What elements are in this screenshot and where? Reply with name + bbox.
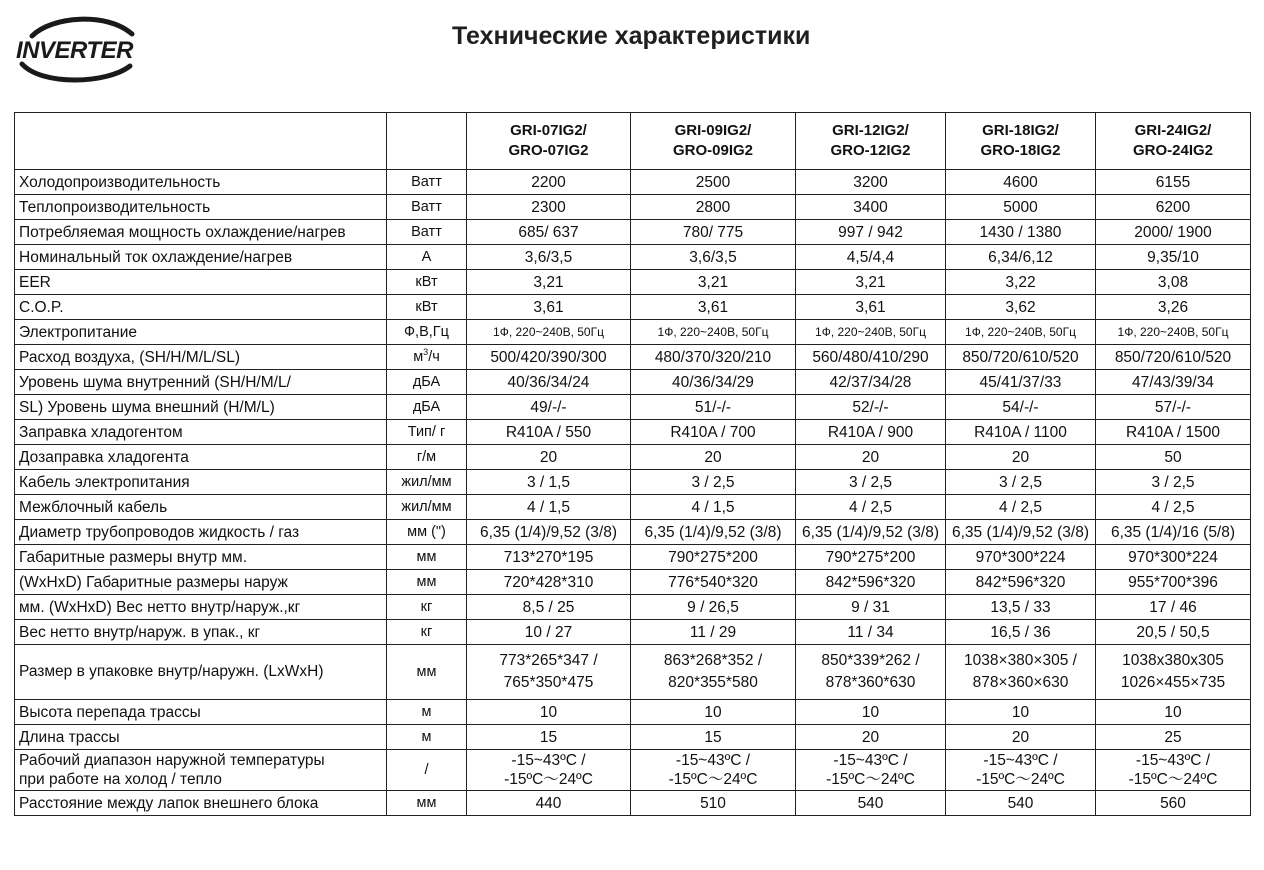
param-name-cell: (WxHxD) Габаритные размеры наруж xyxy=(15,570,387,595)
value-cell: 6,35 (1/4)/9,52 (3/8) xyxy=(946,520,1096,545)
table-row xyxy=(15,791,1251,816)
unit-cell: мм xyxy=(387,791,467,816)
value-cell: 16,5 / 36 xyxy=(946,620,1096,645)
value-cell: 3,61 xyxy=(796,295,946,320)
unit-cell: мм xyxy=(387,645,467,700)
param-name-cell: SL) Уровень шума внешний (H/M/L) xyxy=(15,395,387,420)
table-row xyxy=(15,595,1251,620)
param-name-cell: мм. (WxHxD) Вес нетто внутр/наруж.,кг xyxy=(15,595,387,620)
logo-text: INVERTER xyxy=(16,37,133,64)
value-cell: 510 xyxy=(631,791,796,816)
value-cell: -15~43ºC / -15ºC～24ºC xyxy=(631,750,796,791)
value-cell: 3,61 xyxy=(631,295,796,320)
unit-cell: кВт xyxy=(387,295,467,320)
unit-cell: Ватт xyxy=(387,195,467,220)
value-cell: 863*268*352 / 820*355*580 xyxy=(631,645,796,700)
param-name-cell: Межблочный кабель xyxy=(15,495,387,520)
value-cell: -15~43ºC / -15ºC～24ºC xyxy=(1096,750,1251,791)
unit-cell: дБА xyxy=(387,395,467,420)
value-cell: 15 xyxy=(467,725,631,750)
value-cell: 25 xyxy=(1096,725,1251,750)
param-name-cell: Теплопроизводительность xyxy=(15,195,387,220)
value-cell: 9 / 31 xyxy=(796,595,946,620)
value-cell: 20 xyxy=(946,445,1096,470)
value-cell: 6,34/6,12 xyxy=(946,245,1096,270)
value-cell: 3,08 xyxy=(1096,270,1251,295)
model-header-cell: GRI-24IG2/ GRO-24IG2 xyxy=(1096,113,1251,170)
value-cell: 4 / 2,5 xyxy=(1096,495,1251,520)
param-name-cell: EER xyxy=(15,270,387,295)
value-cell: 3 / 2,5 xyxy=(946,470,1096,495)
header-param-cell xyxy=(15,113,387,170)
table-row xyxy=(15,220,1251,245)
param-name-cell: Диаметр трубопроводов жидкость / газ xyxy=(15,520,387,545)
table-row xyxy=(15,445,1251,470)
value-cell: 1Ф, 220~240В, 50Гц xyxy=(467,320,631,345)
value-cell: 3,26 xyxy=(1096,295,1251,320)
spec-table xyxy=(14,112,1251,816)
value-cell: 20 xyxy=(796,445,946,470)
table-row xyxy=(15,645,1251,700)
value-cell: 20 xyxy=(796,725,946,750)
value-cell: -15~43ºC / -15ºC～24ºC xyxy=(946,750,1096,791)
value-cell: 997 / 942 xyxy=(796,220,946,245)
value-cell: 4600 xyxy=(946,170,1096,195)
value-cell: 713*270*195 xyxy=(467,545,631,570)
table-row xyxy=(15,320,1251,345)
value-cell: 9 / 26,5 xyxy=(631,595,796,620)
page-title: Технические характеристики xyxy=(452,22,811,50)
value-cell: 20 xyxy=(631,445,796,470)
value-cell: 4 / 2,5 xyxy=(946,495,1096,520)
value-cell: 3 / 2,5 xyxy=(796,470,946,495)
unit-cell: дБА xyxy=(387,370,467,395)
value-cell: 685/ 637 xyxy=(467,220,631,245)
value-cell: 440 xyxy=(467,791,631,816)
value-cell: 970*300*224 xyxy=(946,545,1096,570)
value-cell: 49/-/- xyxy=(467,395,631,420)
value-cell: 20 xyxy=(467,445,631,470)
value-cell: 13,5 / 33 xyxy=(946,595,1096,620)
value-cell: 842*596*320 xyxy=(796,570,946,595)
value-cell: 480/370/320/210 xyxy=(631,345,796,370)
model-header-cell: GRI-07IG2/ GRO-07IG2 xyxy=(467,113,631,170)
table-row xyxy=(15,395,1251,420)
value-cell: 3,22 xyxy=(946,270,1096,295)
value-cell: 3 / 2,5 xyxy=(1096,470,1251,495)
table-header-row xyxy=(15,113,1251,170)
value-cell: 3 / 2,5 xyxy=(631,470,796,495)
table-row xyxy=(15,195,1251,220)
model-header-cell: GRI-12IG2/ GRO-12IG2 xyxy=(796,113,946,170)
value-cell: 1Ф, 220~240В, 50Гц xyxy=(1096,320,1251,345)
param-name-cell: Заправка хладогентом xyxy=(15,420,387,445)
table-row xyxy=(15,270,1251,295)
unit-cell: Ф,В,Гц xyxy=(387,320,467,345)
value-cell: 3,61 xyxy=(467,295,631,320)
param-name-cell: Рабочий диапазон наружной температуры при работе на холод / тепло xyxy=(15,750,387,791)
value-cell: 1Ф, 220~240В, 50Гц xyxy=(796,320,946,345)
value-cell: 40/36/34/29 xyxy=(631,370,796,395)
value-cell: 6200 xyxy=(1096,195,1251,220)
value-cell: 47/43/39/34 xyxy=(1096,370,1251,395)
table-row xyxy=(15,725,1251,750)
value-cell: 2300 xyxy=(467,195,631,220)
table-row xyxy=(15,620,1251,645)
value-cell: 3,21 xyxy=(631,270,796,295)
param-name-cell: Кабель электропитания xyxy=(15,470,387,495)
value-cell: 6,35 (1/4)/9,52 (3/8) xyxy=(796,520,946,545)
param-name-cell: Электропитание xyxy=(15,320,387,345)
value-cell: 9,35/10 xyxy=(1096,245,1251,270)
value-cell: 970*300*224 xyxy=(1096,545,1251,570)
value-cell: 10 xyxy=(467,700,631,725)
value-cell: 560 xyxy=(1096,791,1251,816)
param-name-cell: Вес нетто внутр/наруж. в упак., кг xyxy=(15,620,387,645)
value-cell: 955*700*396 xyxy=(1096,570,1251,595)
value-cell: 45/41/37/33 xyxy=(946,370,1096,395)
value-cell: R410A / 900 xyxy=(796,420,946,445)
unit-cell: мм xyxy=(387,570,467,595)
value-cell: 3200 xyxy=(796,170,946,195)
value-cell: 842*596*320 xyxy=(946,570,1096,595)
value-cell: 6155 xyxy=(1096,170,1251,195)
value-cell: 2500 xyxy=(631,170,796,195)
value-cell: 51/-/- xyxy=(631,395,796,420)
unit-cell: м xyxy=(387,725,467,750)
table-row xyxy=(15,170,1251,195)
value-cell: 780/ 775 xyxy=(631,220,796,245)
value-cell: 2000/ 1900 xyxy=(1096,220,1251,245)
table-row xyxy=(15,345,1251,370)
value-cell: 850/720/610/520 xyxy=(1096,345,1251,370)
value-cell: 4,5/4,4 xyxy=(796,245,946,270)
value-cell: 42/37/34/28 xyxy=(796,370,946,395)
param-name-cell: Потребляемая мощность охлаждение/нагрев xyxy=(15,220,387,245)
value-cell: 50 xyxy=(1096,445,1251,470)
unit-cell: кг xyxy=(387,620,467,645)
param-name-cell: Уровень шума внутренний (SH/H/M/L/ xyxy=(15,370,387,395)
value-cell: 3,6/3,5 xyxy=(631,245,796,270)
value-cell: 1038x380x305 1026×455×735 xyxy=(1096,645,1251,700)
value-cell: 3,6/3,5 xyxy=(467,245,631,270)
value-cell: 8,5 / 25 xyxy=(467,595,631,620)
value-cell: 57/-/- xyxy=(1096,395,1251,420)
unit-cell: Тип/ г xyxy=(387,420,467,445)
param-name-cell: Дозаправка хладогента xyxy=(15,445,387,470)
value-cell: 3 / 1,5 xyxy=(467,470,631,495)
table-row xyxy=(15,495,1251,520)
table-row xyxy=(15,370,1251,395)
value-cell: 10 xyxy=(631,700,796,725)
param-name-cell: Габаритные размеры внутр мм. xyxy=(15,545,387,570)
unit-cell: Ватт xyxy=(387,170,467,195)
param-name-cell: Расстояние между лапок внешнего блока xyxy=(15,791,387,816)
value-cell: 10 xyxy=(796,700,946,725)
value-cell: 4 / 1,5 xyxy=(631,495,796,520)
table-row xyxy=(15,295,1251,320)
value-cell: 776*540*320 xyxy=(631,570,796,595)
value-cell: 500/420/390/300 xyxy=(467,345,631,370)
value-cell: R410A / 550 xyxy=(467,420,631,445)
table-row xyxy=(15,245,1251,270)
value-cell: 3,62 xyxy=(946,295,1096,320)
value-cell: 20,5 / 50,5 xyxy=(1096,620,1251,645)
value-cell: 4 / 1,5 xyxy=(467,495,631,520)
value-cell: 790*275*200 xyxy=(631,545,796,570)
value-cell: 2200 xyxy=(467,170,631,195)
unit-cell: мм (") xyxy=(387,520,467,545)
param-name-cell: Размер в упаковке внутр/наружн. (LxWxH) xyxy=(15,645,387,700)
param-name-cell: Номинальный ток охлаждение/нагрев xyxy=(15,245,387,270)
value-cell: 3400 xyxy=(796,195,946,220)
unit-cell: А xyxy=(387,245,467,270)
value-cell: 40/36/34/24 xyxy=(467,370,631,395)
table-row xyxy=(15,570,1251,595)
value-cell: 6,35 (1/4)/9,52 (3/8) xyxy=(467,520,631,545)
unit-cell: кВт xyxy=(387,270,467,295)
value-cell: -15~43ºC / -15ºC～24ºC xyxy=(467,750,631,791)
unit-cell: жил/мм xyxy=(387,495,467,520)
unit-cell: $м^3/ч$ xyxy=(387,345,467,370)
param-name-cell: C.O.P. xyxy=(15,295,387,320)
value-cell: 10 / 27 xyxy=(467,620,631,645)
value-cell: 11 / 29 xyxy=(631,620,796,645)
unit-cell: кг xyxy=(387,595,467,620)
table-row xyxy=(15,750,1251,791)
value-cell: 850*339*262 / 878*360*630 xyxy=(796,645,946,700)
value-cell: 1Ф, 220~240В, 50Гц xyxy=(946,320,1096,345)
value-cell: 6,35 (1/4)/16 (5/8) xyxy=(1096,520,1251,545)
value-cell: 560/480/410/290 xyxy=(796,345,946,370)
param-name-cell: Расход воздуха, (SH/H/M/L/SL) xyxy=(15,345,387,370)
value-cell: 1Ф, 220~240В, 50Гц xyxy=(631,320,796,345)
table-row xyxy=(15,545,1251,570)
value-cell: 773*265*347 / 765*350*475 xyxy=(467,645,631,700)
value-cell: 20 xyxy=(946,725,1096,750)
value-cell: 52/-/- xyxy=(796,395,946,420)
unit-cell: м xyxy=(387,700,467,725)
value-cell: R410A / 1100 xyxy=(946,420,1096,445)
value-cell: 790*275*200 xyxy=(796,545,946,570)
param-name-cell: Длина трассы xyxy=(15,725,387,750)
unit-cell: / xyxy=(387,750,467,791)
value-cell: 15 xyxy=(631,725,796,750)
value-cell: 540 xyxy=(796,791,946,816)
value-cell: 720*428*310 xyxy=(467,570,631,595)
value-cell: 3,21 xyxy=(467,270,631,295)
value-cell: 10 xyxy=(946,700,1096,725)
unit-cell: г/м xyxy=(387,445,467,470)
value-cell: 4 / 2,5 xyxy=(796,495,946,520)
table-row xyxy=(15,520,1251,545)
value-cell: 10 xyxy=(1096,700,1251,725)
table-row xyxy=(15,420,1251,445)
value-cell: 2800 xyxy=(631,195,796,220)
value-cell: 1430 / 1380 xyxy=(946,220,1096,245)
value-cell: 54/-/- xyxy=(946,395,1096,420)
value-cell: 850/720/610/520 xyxy=(946,345,1096,370)
value-cell: 540 xyxy=(946,791,1096,816)
header-unit-cell xyxy=(387,113,467,170)
value-cell: R410A / 1500 xyxy=(1096,420,1251,445)
value-cell: 11 / 34 xyxy=(796,620,946,645)
model-header-cell: GRI-09IG2/ GRO-09IG2 xyxy=(631,113,796,170)
table-row xyxy=(15,470,1251,495)
model-header-cell: GRI-18IG2/ GRO-18IG2 xyxy=(946,113,1096,170)
value-cell: -15~43ºC / -15ºC～24ºC xyxy=(796,750,946,791)
value-cell: R410A / 700 xyxy=(631,420,796,445)
table-row xyxy=(15,700,1251,725)
value-cell: 17 / 46 xyxy=(1096,595,1251,620)
unit-cell: Ватт xyxy=(387,220,467,245)
param-name-cell: Холодопроизводительность xyxy=(15,170,387,195)
unit-cell: мм xyxy=(387,545,467,570)
value-cell: 1038×380×305 / 878×360×630 xyxy=(946,645,1096,700)
value-cell: 5000 xyxy=(946,195,1096,220)
unit-cell: жил/мм xyxy=(387,470,467,495)
param-name-cell: Высота перепада трассы xyxy=(15,700,387,725)
inverter-logo xyxy=(12,14,162,84)
value-cell: 3,21 xyxy=(796,270,946,295)
value-cell: 6,35 (1/4)/9,52 (3/8) xyxy=(631,520,796,545)
